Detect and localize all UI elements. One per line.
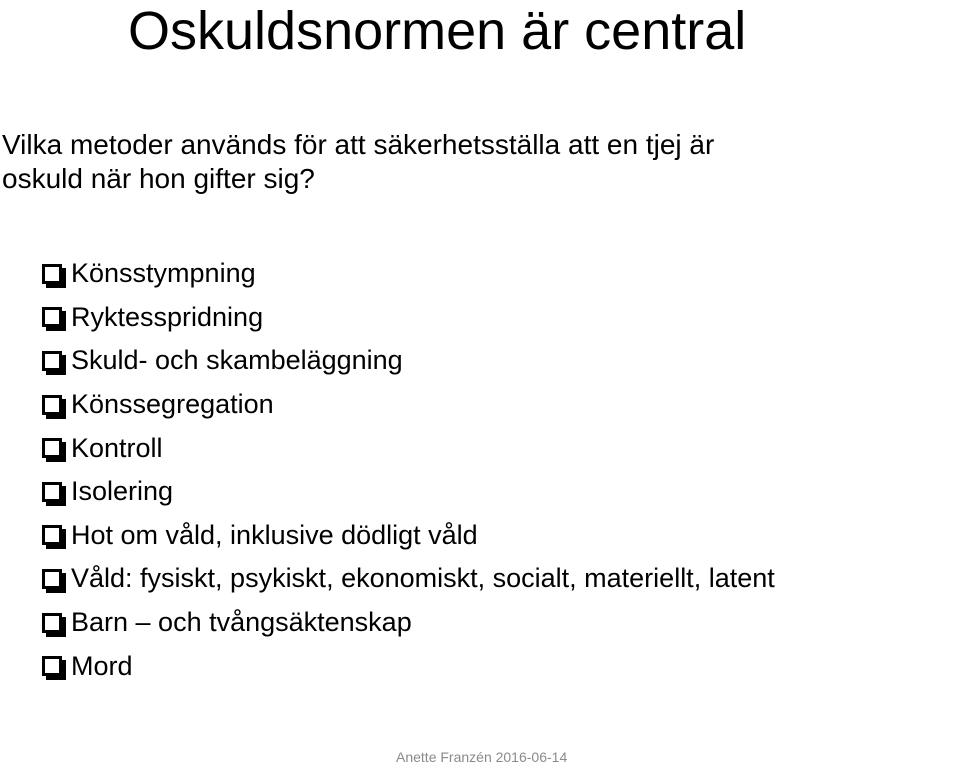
checkbox-bullet-icon — [42, 656, 62, 676]
checkbox-bullet-icon — [42, 569, 62, 589]
question-line-2: oskuld när hon gifter sig? — [2, 163, 315, 194]
list-item-label: Kontroll — [71, 432, 163, 463]
list-item-label: Barn – och tvångsäktenskap — [71, 607, 412, 638]
list-item — [42, 339, 775, 383]
checkbox-bullet-icon — [42, 264, 62, 284]
question-text — [2, 128, 958, 196]
list-item-label: Isolering — [71, 476, 174, 507]
list-item-label: Könssegregation — [71, 389, 274, 420]
checkbox-bullet-icon — [42, 438, 62, 458]
list-item — [42, 601, 775, 645]
list-item — [42, 557, 775, 601]
list-item — [42, 383, 775, 427]
list-item — [42, 514, 775, 558]
footer-author-date: Anette Franzén 2016-06-14 — [396, 749, 568, 765]
checkbox-bullet-icon — [42, 351, 62, 371]
list-item-label: Hot om våld, inklusive dödligt våld — [71, 519, 478, 550]
question-line-1: Vilka metoder används för att säkerhetsställa att en tjej är — [2, 129, 715, 160]
list-item — [42, 296, 775, 340]
method-list — [42, 252, 775, 688]
list-item — [42, 470, 775, 514]
list-item — [42, 426, 775, 470]
list-item — [42, 644, 775, 688]
list-item-label: Mord — [71, 650, 133, 681]
list-item-label: Våld: fysiskt, psykiskt, ekonomiskt, socialt, materiellt, latent — [71, 563, 775, 594]
list-item-label: Skuld- och skambeläggning — [71, 345, 403, 376]
checkbox-bullet-icon — [42, 395, 62, 415]
checkbox-bullet-icon — [42, 613, 62, 633]
list-item-label: Könsstympning — [71, 258, 256, 289]
checkbox-bullet-icon — [42, 307, 62, 327]
list-item — [42, 252, 775, 296]
list-item-label: Ryktesspridning — [71, 301, 264, 332]
checkbox-bullet-icon — [42, 482, 62, 502]
slide-title: Oskuldsnormen är central — [128, 1, 747, 61]
checkbox-bullet-icon — [42, 525, 62, 545]
